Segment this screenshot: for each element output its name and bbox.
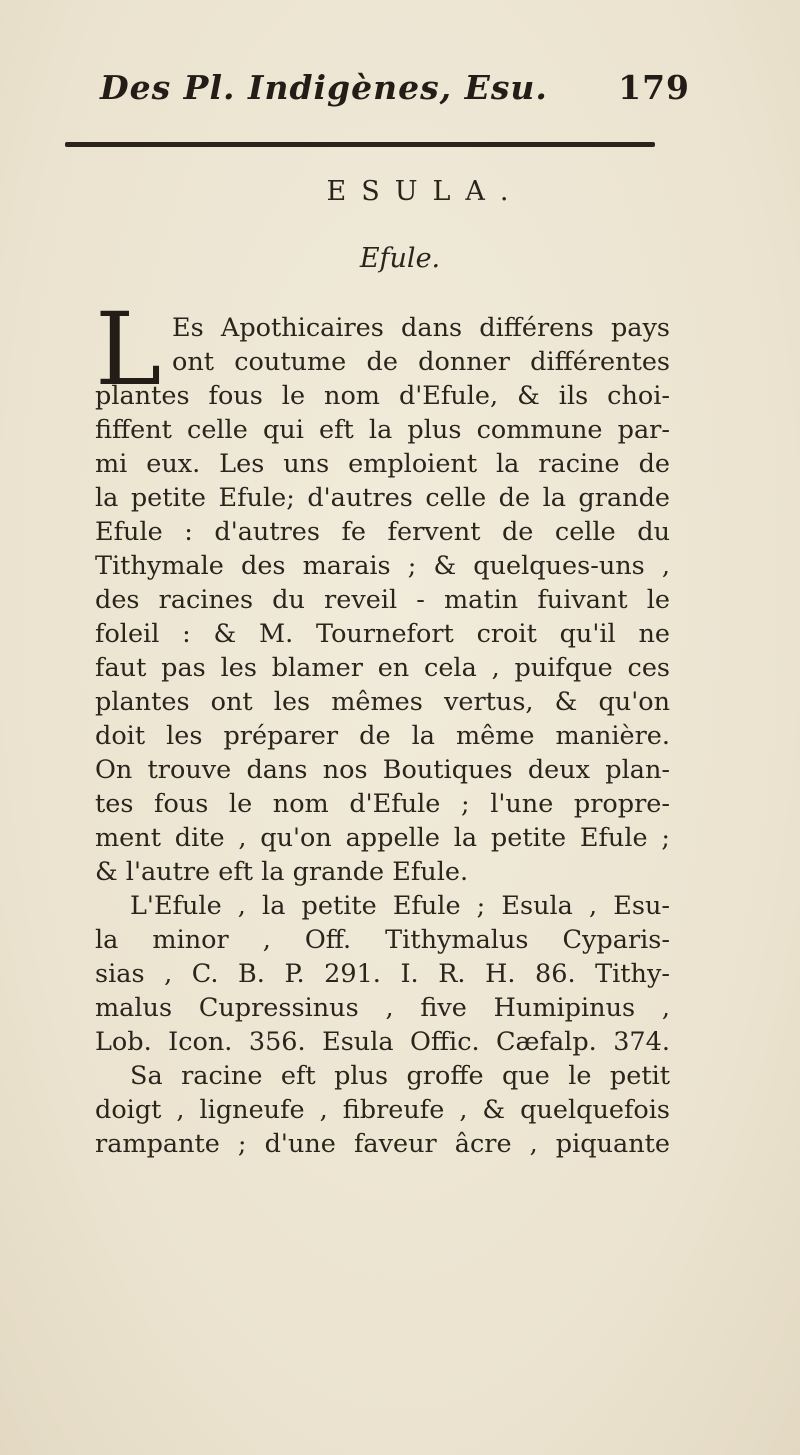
text-line-2: ont coutume de donner différentes — [172, 347, 670, 377]
text-line-23: Sa racine eft plus groffe que le petit — [130, 1061, 670, 1091]
text-line-13: doit les préparer de la même manière. — [95, 721, 670, 751]
text-line-15: tes fous le nom d'Efule ; l'une propre- — [95, 789, 670, 819]
text-line-21: malus Cupressinus , five Humipinus , — [95, 993, 670, 1023]
text-line-16: ment dite , qu'on appelle la petite Efule ; — [95, 823, 670, 853]
page-number: 179 — [618, 68, 690, 107]
running-head — [100, 62, 690, 112]
text-line-4: fiffent celle qui eft la plus commune par- — [95, 415, 670, 445]
text-line-3: plantes fous le nom d'Efule, & ils choi- — [95, 381, 670, 411]
text-line-25: rampante ; d'une faveur âcre , piquante — [95, 1129, 670, 1159]
text-line-10: foleil : & M. Tournefort croit qu'il ne — [95, 619, 670, 649]
text-line-18: L'Efule , la petite Efule ; Esula , Esu- — [130, 891, 670, 921]
section-heading: ESULA. — [326, 176, 524, 207]
header-rule — [65, 142, 655, 147]
text-line-19: la minor , Off. Tithymalus Cyparis- — [95, 925, 670, 955]
text-line-11: faut pas les blamer en cela , puifque ces — [95, 653, 670, 683]
text-line-22: Lob. Icon. 356. Esula Offic. Cæfalp. 374. — [95, 1027, 670, 1057]
text-line-9: des racines du reveil - matin fuivant le — [95, 585, 670, 615]
drop-cap: L — [95, 291, 162, 408]
text-line-7: Efule : d'autres fe fervent de celle du — [95, 517, 670, 547]
text-line-12: plantes ont les mêmes vertus, & qu'on — [95, 687, 670, 717]
text-line-24: doigt , ligneufe , fibreufe , & quelquefois — [95, 1095, 670, 1125]
text-line-6: la petite Efule; d'autres celle de la grande — [95, 483, 670, 513]
text-line-14: On trouve dans nos Boutiques deux plan- — [95, 755, 670, 785]
text-line-8: Tithymale des marais ; & quelques-uns , — [95, 551, 670, 581]
text-line-5: mi eux. Les uns emploient la racine de — [95, 449, 670, 479]
text-line-17: & l'autre eft la grande Efule. — [95, 857, 469, 887]
text-line-20: sias , C. B. P. 291. I. R. H. 86. Tithy- — [95, 959, 670, 989]
text-line-1: Es Apothicaires dans différens pays — [172, 313, 670, 343]
running-head-title: Des Pl. Indigènes, Esu. — [100, 68, 548, 107]
section-subheading: Efule. — [359, 243, 441, 274]
